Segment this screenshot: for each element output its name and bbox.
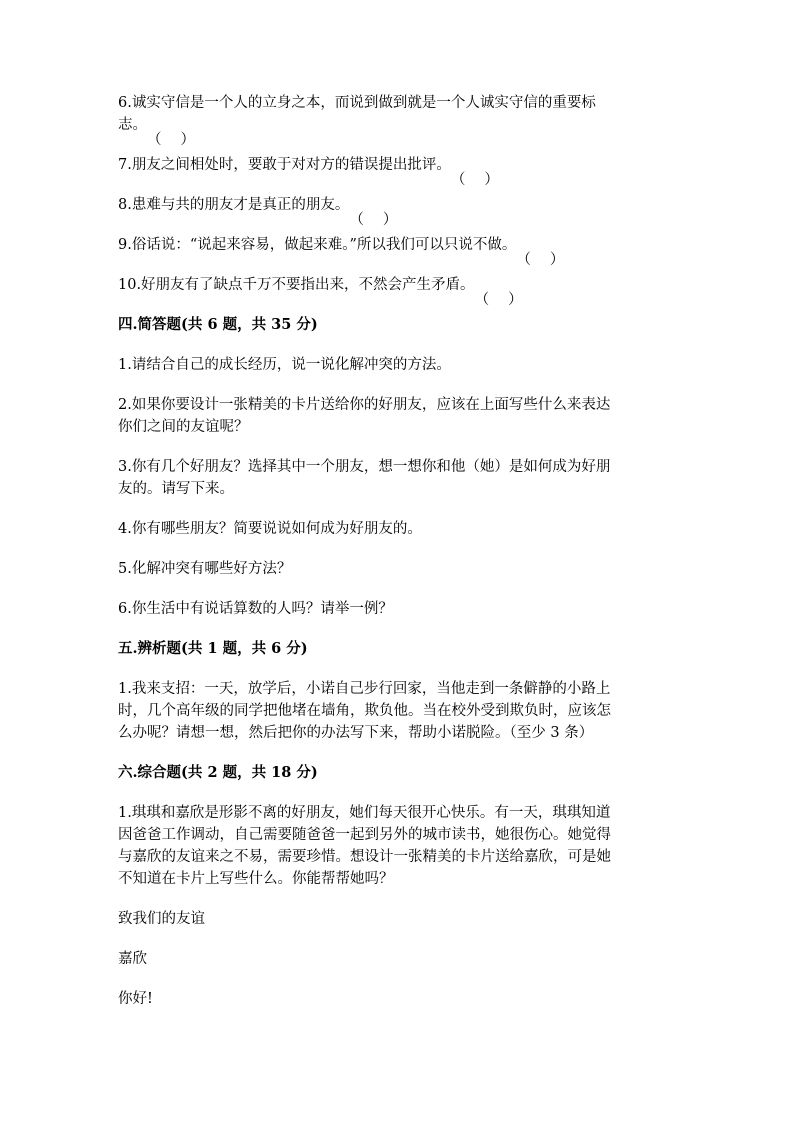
worksheet-page [118,92,678,1028]
s4-question-1: 1.请结合自己的成长经历，说一说化解冲突的方法。 [118,357,451,373]
tf-item-10: 10.好朋友有了缺点千万不要指出来，不然会产生矛盾。 （ ） [118,277,523,308]
s4-question-4: 4.你有哪些朋友？简要说说如何成为好朋友的。 [118,521,422,537]
tf-item-8-text: 8.患难与共的朋友才是真正的朋友。 [118,197,350,213]
card-recipient: 嘉欣 [118,951,147,967]
s4-question-3: 3.你有几个好朋友？选择其中一个朋友，想一想你和他（她）是如何成为好朋 友的。请写下来。 [118,459,611,497]
tf-item-6-line-2: 志。 [118,117,147,133]
s5-question-1: 1.我来支招：一天，放学后，小诺自己步行回家，当他走到一条僻静的小路上 时，几个高年级的同学把他堵在墙角，欺负他。当在校外受到欺负时，应该怎 么办呢？请想一想，然后把你的办法写下来，帮助小诺脱险。（至少 3 条） [118,681,611,741]
card-title: 致我们的友谊 [118,911,205,927]
s4-question-5: 5.化解冲突有哪些好方法？ [118,561,292,577]
s6-question-1: 1.琪琪和嘉欣是形影不离的好朋友，她们每天很开心快乐。有一天，琪琪知道 因爸爸工作调动，自己需要随爸爸一起到另外的城市读书，她很伤心。她觉得 与嘉欣的友谊来之不易，需要珍惜。想设计一张精美的卡片送给嘉欣，可是她 不知道在卡片上写些什么。你能帮帮她吗？ [118,805,611,887]
tf-item-6-line-1: 6.诚实守信是一个人的立身之本，而说到做到就是一个人诚实守信的重要标 [118,95,596,111]
s4-question-6: 6.你生活中有说话算数的人吗？请举一例？ [118,601,393,617]
s4-question-2: 2.如果你要设计一张精美的卡片送给你的好朋友，应该在上面写些什么来表达 你们之间的友谊呢？ [118,397,611,435]
tf-item-7-text: 7.朋友之间相处时，要敢于对对方的错误提出批评。 [118,157,451,173]
card-greeting: 你好! [118,991,153,1007]
section-5-title: 五.辨析题(共 1 题，共 6 分) [118,640,308,657]
tf-item-10-text: 10.好朋友有了缺点千万不要指出来，不然会产生矛盾。 [118,277,475,293]
section-6-title: 六.综合题(共 2 题，共 18 分) [118,764,318,781]
section-4-title: 四.简答题(共 6 题，共 35 分) [118,316,318,333]
tf-item-7: 7.朋友之间相处时，要敢于对对方的错误提出批评。 （ ） [118,157,499,188]
tf-item-8: 8.患难与共的朋友才是真正的朋友。 （ ） [118,197,398,228]
tf-item-9: 9.俗话说：“说起来容易，做起来难。”所以我们可以只说不做。 （ ） [118,237,565,268]
tf-item-9-text: 9.俗话说：“说起来容易，做起来难。”所以我们可以只说不做。 [118,237,517,253]
tf-item-6: 6.诚实守信是一个人的立身之本，而说到做到就是一个人诚实守信的重要标 志。 （ ） [118,92,678,136]
